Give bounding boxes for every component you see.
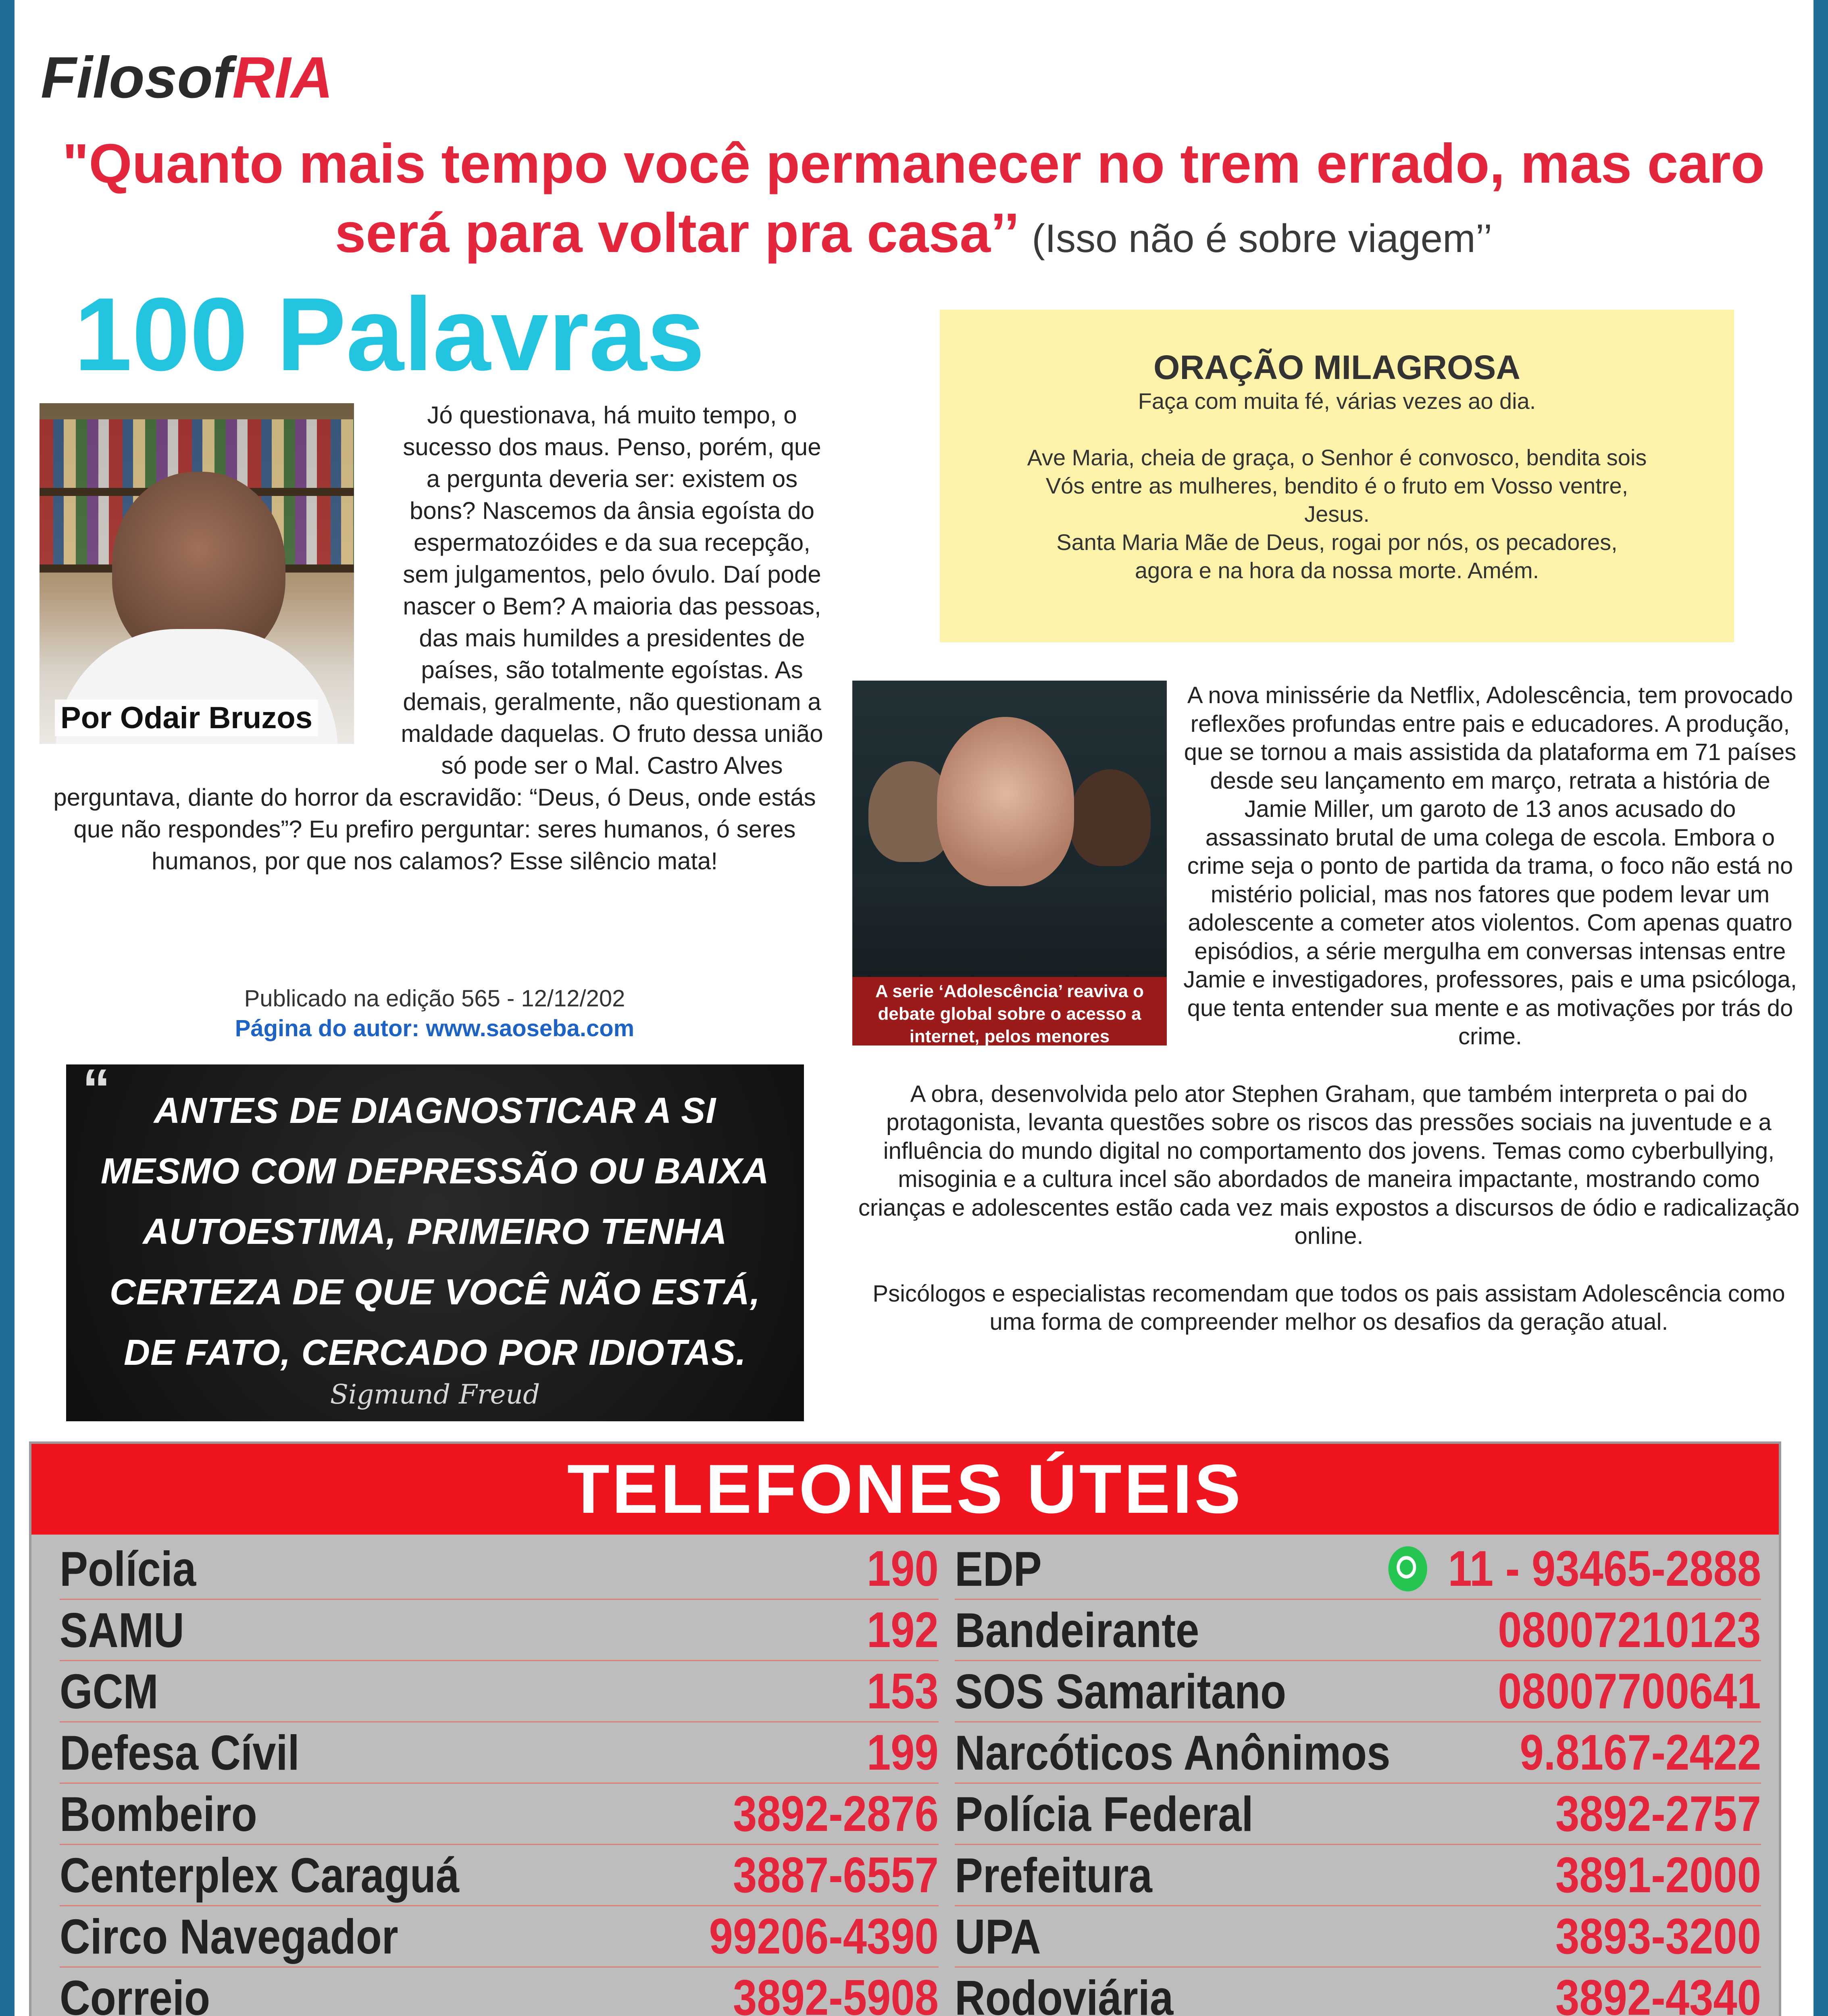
phone-number[interactable]: 3892-4340 xyxy=(1555,1970,1761,2016)
phone-number[interactable]: 3891-2000 xyxy=(1555,1847,1761,1903)
prayer-subtitle: Faça com muita fé, várias vezes ao dia. xyxy=(1138,388,1536,414)
phone-name: Defesa Cívil xyxy=(60,1725,300,1780)
series-paragraph-3: Psicólogos e especialistas recomendam que todos os pais assistam Adolescência como uma forma de compreender melhor os desafios da geração atual. xyxy=(872,1280,1785,1335)
phone-row xyxy=(955,1539,1761,1600)
phone-number[interactable]: 9.8167-2422 xyxy=(1520,1724,1761,1781)
phone-number-with-whatsapp[interactable] xyxy=(1388,1540,1761,1597)
phone-name: EDP xyxy=(955,1541,1042,1596)
phone-number[interactable]: 3892-2757 xyxy=(1555,1786,1761,1842)
phone-row xyxy=(60,1661,939,1722)
phone-name: Rodoviária xyxy=(955,1970,1174,2016)
phone-name: Centerplex Caraguá xyxy=(60,1847,460,1903)
phone-number[interactable]: 190 xyxy=(867,1541,939,1597)
series-paragraph-1: A nova minissérie da Netflix, Adolescência, tem provocado reflexões profundas entre pais e educadores. A produção, que se tornou a mais assistida da plataforma em 71 países desde seu lançamento em março, retrata a história de Jamie Miller, um garoto de 13 anos acusado do assassinato brutal de uma colega de escola. Embora o crime seja o ponto de partida da trama, o foco não está no mistério policial, mas nos fatores que podem levar um adolescente a cometer atos violentos. Com apenas quatro episódios, a série mergulha em conversas intensas entre Jamie e investigadores, professores, pais e uma psicóloga, que tenta entender sua mente e as motivações por trás do crime. xyxy=(1183,682,1797,1050)
phone-name: Correio xyxy=(60,1970,210,2016)
brand-suffix: RIA xyxy=(232,45,333,110)
quote-image-text: ANTES DE DIAGNOSTICAR A SI MESMO COM DEPRESSÃO OU BAIXA AUTOESTIMA, PRIMEIRO TENHA CERTEZA DE QUE VOCÊ NÃO ESTÁ, DE FATO, CERCADO POR IDIOTAS. xyxy=(100,1091,770,1373)
headline-quote xyxy=(39,129,1788,273)
useful-phones xyxy=(29,1441,1781,2016)
phones-title: TELEFONES ÚTEIS xyxy=(31,1444,1779,1535)
quote-image xyxy=(66,1057,804,1421)
phone-name: SAMU xyxy=(60,1602,184,1658)
phone-row xyxy=(60,1784,939,1845)
phones-right-column xyxy=(955,1539,1761,2016)
phone-row xyxy=(955,1845,1761,1906)
phone-name: Bandeirante xyxy=(955,1602,1199,1658)
phones-left-column xyxy=(60,1539,939,2016)
phone-name: Bombeiro xyxy=(60,1786,257,1841)
prayer-box xyxy=(940,310,1734,642)
phone-row xyxy=(60,1968,939,2016)
phone-number[interactable]: 08007700641 xyxy=(1498,1663,1761,1719)
author-page-link[interactable]: Página do autor: www.saoseba.com xyxy=(235,1015,635,1041)
series-photo xyxy=(852,681,1167,1045)
publication-note: Publicado na edição 565 - 12/12/202 xyxy=(244,985,625,1012)
phone-row xyxy=(60,1600,939,1661)
quote-image-author: Sigmund Freud xyxy=(330,1379,540,1410)
series-paragraph-2: A obra, desenvolvida pelo ator Stephen Graham, que também interpreta o pai do protagonista, levanta questões sobre os riscos das pressões sociais na juventude e a influência do mundo digital no comportamento dos jovens. Temas como cyberbullying, misoginia e a cultura incel são abordados de maneira impactante, mostrando como crianças e adolescentes estão cada vez mais expostos a discursos de ódio e radicalização online. xyxy=(858,1081,1800,1249)
phone-row xyxy=(955,1722,1761,1784)
phone-number[interactable]: 153 xyxy=(867,1663,939,1719)
publication-info xyxy=(40,984,830,1043)
phone-name: GCM xyxy=(60,1664,158,1719)
author-caption: Por Odair Bruzos xyxy=(55,700,318,736)
phone-name: Polícia Federal xyxy=(955,1786,1253,1841)
headline-aside: (Isso não é sobre viagem’’ xyxy=(1032,216,1493,260)
whatsapp-icon xyxy=(1388,1546,1427,1591)
phone-name: UPA xyxy=(955,1909,1041,1964)
phone-name: Polícia xyxy=(60,1541,196,1596)
phone-number[interactable]: 199 xyxy=(867,1724,939,1781)
column-brand xyxy=(41,45,333,110)
phone-name: Prefeitura xyxy=(955,1847,1152,1903)
prayer-title: ORAÇÃO MILAGROSA xyxy=(1153,348,1520,386)
phone-number[interactable]: 11 - 93465-2888 xyxy=(1448,1541,1761,1597)
phone-row xyxy=(60,1722,939,1784)
phone-number[interactable]: 3892-2876 xyxy=(733,1786,939,1842)
section-title: 100 Palavras xyxy=(74,276,705,392)
prayer-line-1: Ave Maria, cheia de graça, o Senhor é convosco, bendita sois Vós entre as mulheres, bendito é o fruto em Vosso ventre, Jesus. xyxy=(1027,445,1647,527)
phone-name: Circo Navegador xyxy=(60,1909,398,1964)
actor-center xyxy=(937,717,1074,886)
phone-name: SOS Samaritano xyxy=(955,1664,1287,1719)
phone-row xyxy=(955,1906,1761,1968)
quote-mark-icon: “ xyxy=(82,1057,110,1120)
headline-quote-text: "Quanto mais tempo você permanecer no trem errado, mas caro será para voltar pra casa’’ xyxy=(62,133,1765,264)
phone-row xyxy=(60,1906,939,1968)
phone-row xyxy=(60,1539,939,1600)
phone-number[interactable]: 99206-4390 xyxy=(709,1908,939,1964)
phone-row xyxy=(60,1845,939,1906)
series-photo-caption: A serie ‘Adolescência’ reaviva o debate global sobre o acesso a internet, pelos menores xyxy=(852,977,1167,1045)
phone-number[interactable]: 3887-6557 xyxy=(733,1847,939,1903)
phone-number[interactable]: 08007210123 xyxy=(1498,1602,1761,1658)
author-photo xyxy=(40,403,354,744)
magazine-page xyxy=(15,0,1813,2016)
actor-right xyxy=(1070,769,1151,866)
phone-number[interactable]: 3893-3200 xyxy=(1555,1908,1761,1964)
phone-row xyxy=(955,1600,1761,1661)
phone-name: Narcóticos Anônimos xyxy=(955,1725,1391,1780)
phone-row xyxy=(955,1784,1761,1845)
prayer-line-2: Santa Maria Mãe de Deus, rogai por nós, os pecadores, agora e na hora da nossa morte. Amém. xyxy=(1056,529,1618,583)
brand-prefix: Filosof xyxy=(41,45,233,110)
phone-row xyxy=(955,1661,1761,1722)
phone-number[interactable]: 3892-5908 xyxy=(733,1970,939,2016)
phone-number[interactable]: 192 xyxy=(867,1602,939,1658)
essay-text: Jó questionava, há muito tempo, o sucesso dos maus. Penso, porém, que a pergunta deveria ser: existem os bons? Nascemos da ânsia egoísta do espermatozóides e da sua recepção, sem julgamentos, pelo óvulo. Daí pode nascer o Bem? A maioria das pessoas, das mais humildes a presidentes de países, são totalmente egoístas. As demais, geralmente, não questionam a maldade daquelas. O fruto dessa união só pode ser o Mal. Castro Alves perguntava, diante do horror da escravidão: “Deus, ó Deus, onde estás que não respondes”? Eu prefiro perguntar: seres humanos, ó seres humanos, por que nos calamos? Esse silêncio mata! xyxy=(53,402,823,875)
phone-row xyxy=(955,1968,1761,2016)
